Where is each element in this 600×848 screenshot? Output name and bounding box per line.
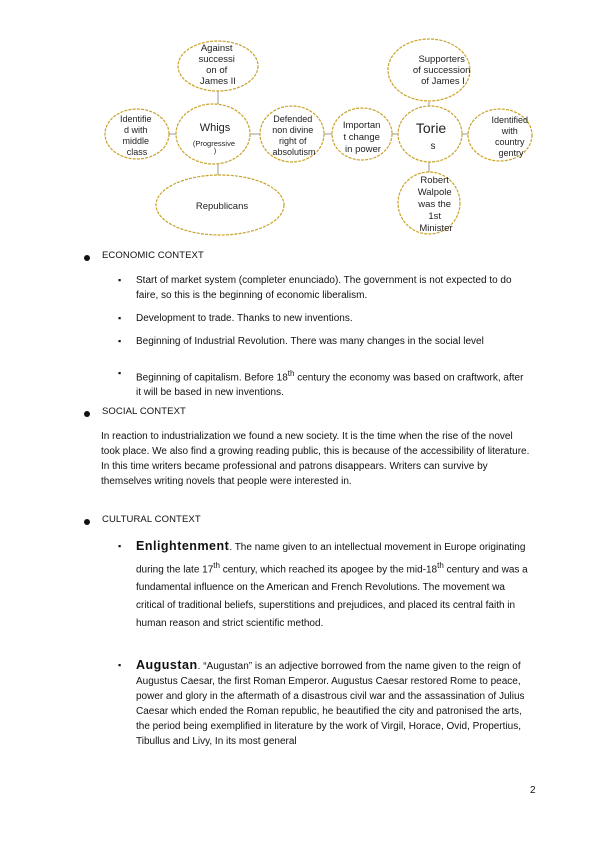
defended-label: Defended non divine right of absolutism — [272, 114, 316, 157]
walpole-label: Robert Walpole was the 1st Minister — [417, 175, 453, 234]
sub-bullet: ▪ — [118, 336, 122, 346]
whigs-subtitle: (Progressive ) — [192, 139, 236, 155]
against-succession-label: Against successi on of James II — [198, 43, 236, 87]
republicans-label: Republicans — [195, 201, 249, 212]
whigs-node — [176, 104, 250, 164]
augustan-text: Augustan. “Augustan” is an adjective borrowed from the name given to the reign of Augustus Caesar, the first Roman Emperor. Augustus Caesar restored Rome to peace, power and glory in the aftermath of a disastrous civil war and the assassination of Julius Caesar which ended the Roman republic, he beautified the city and patronised the arts, the period being exemplified in literature by the work of Virgil, Horace, Ovid, Propertius, Tibullus and Livy, In its most general — [136, 658, 525, 747]
social-heading-label: SOCIAL CONTEXT — [102, 406, 186, 417]
important-change-label: Importan t change in power — [342, 120, 381, 155]
economic-item-text: Beginning of capitalism. Before 18th century the economy was based on craftwork, after it will be based in new inventions. — [136, 369, 524, 399]
sub-bullet: ▪ — [118, 368, 122, 378]
social-paragraph: In reaction to industrialization we found a new society. It is the time when the rise of the novel took place. We also find a growing reading public, this is because of the accessibility of literature. In this time writers became professional and patrons disappears. Writers can survive by themselves writing novels that people were interested in. — [101, 431, 530, 487]
enlightenment-term: Enlightenment — [136, 539, 230, 553]
sub-bullet: ▪ — [118, 313, 122, 323]
economic-heading-label: ECONOMIC CONTEXT — [102, 250, 204, 261]
economic-item-text: Beginning of Industrial Revolution. There was many changes in the social level — [136, 336, 484, 347]
sub-bullet: ▪ — [118, 275, 122, 285]
identified-country-gentry-label: Identified with country gentry — [491, 115, 529, 158]
tories-label: Torie s — [415, 120, 447, 152]
economic-item-text: Start of market system (completer enunciado). The government is not expected to do faire, so this is the beginning of economic liberalism. — [136, 275, 512, 301]
sub-bullet: ▪ — [118, 541, 122, 551]
enlightenment-text: Enlightenment. The name given to an intellectual movement in Europe originating during the late 17th century, which reached its apogee by the mid-18th century and was a fundamental influence on the American and French Revolutions. The movement wa critical of traditional beliefs, superstitions and prejudices, and placed its central faith in human reason and strict scientific method. — [136, 539, 528, 630]
whigs-title: Whigs — [199, 122, 231, 134]
bullet-dot — [84, 519, 90, 525]
sub-bullet: ▪ — [118, 660, 122, 670]
supporters-label: Supporters of succession of James I — [412, 54, 471, 87]
page-number: 2 — [530, 785, 536, 796]
bullet-dot — [84, 411, 90, 417]
political-parties-diagram — [0, 0, 600, 245]
identified-middle-class-label: Identifie d with middle class — [119, 114, 152, 157]
augustan-term: Augustan — [136, 658, 198, 672]
bullet-dot — [84, 255, 90, 261]
economic-item-text: Development to trade. Thanks to new inventions. — [136, 313, 353, 324]
cultural-heading-label: CULTURAL CONTEXT — [102, 514, 201, 525]
